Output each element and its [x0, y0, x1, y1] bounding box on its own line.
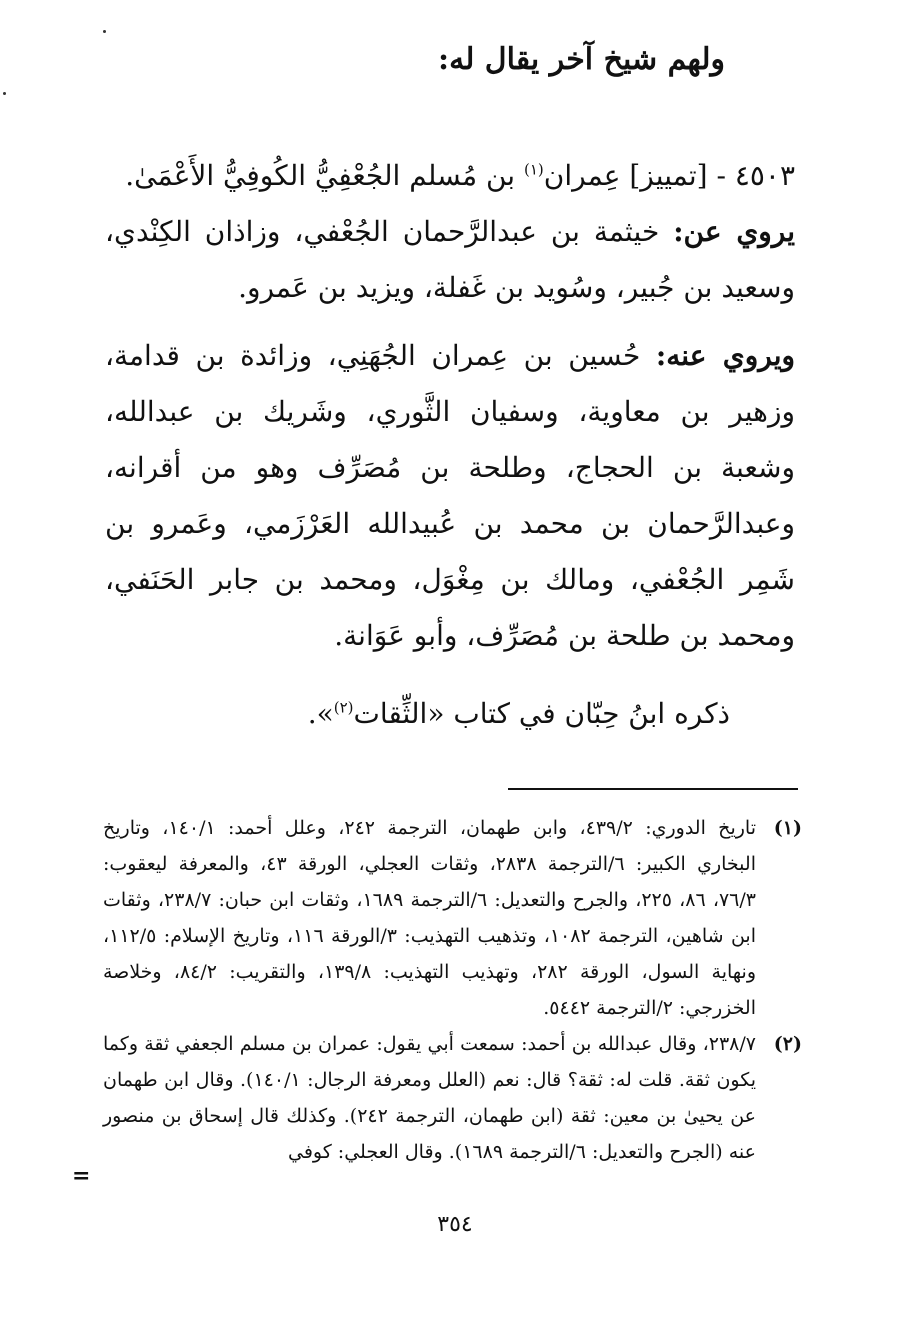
section-heading: ولهم شيخ آخر يقال له:: [438, 42, 725, 77]
footnote-number: (١): [773, 817, 802, 839]
continuation-mark: =: [72, 1163, 91, 1189]
footnotes: [103, 810, 802, 1170]
footnote-number: (٢): [773, 1033, 802, 1055]
ibn-hibban-mention: [308, 697, 730, 730]
narrates-from-paragraph: [105, 204, 795, 316]
footnote-ref-1[interactable]: (١): [524, 160, 544, 179]
page-number: ٣٥٤: [437, 1212, 473, 1237]
entry-name-start: عِمران: [543, 159, 621, 192]
narrated-by-label: ويروي عنه:: [655, 339, 796, 372]
entry-number: ٤٥٠٣: [734, 159, 795, 192]
mention-close: ».: [307, 697, 334, 730]
footnote-text: تاريخ الدوري: ٤٣٩/٢، وابن طهمان، الترجمة ٢٤٢، وعلل أحمد: ١٤٠/١، وتاريخ البخاري الكبير: ٦/الترجمة ٢٨٣٨، وثقات العجلي، الورقة ٤٣، والمعرفة ليعقوب: ٧٦/٣، ٨٦، ٢٢٥، والجرح والتعديل: ٦/الترجمة ١٦٨٩، وثقات ابن حبان: ٢٣٨/٧، وثقات ابن شاهين، الترجمة ١٠٨٢، وتذهيب التهذيب: ٣/الورقة ١١٦، وتاريخ الإسلام: ١١٢/٥، ونهاية السول، الورقة ٢٨٢، وتهذيب التهذيب: ١٣٩/٨، والتقريب: ٨٤/٢، وخلاصة الخزرجي: ٢/الترجمة ٥٤٤٢.: [103, 817, 756, 1019]
speck-mark: [103, 30, 106, 33]
narrates-from-label: يروي عن:: [673, 215, 795, 248]
narrates-from-text: خيثمة بن عبدالرَّحمان الجُعْفي، وزاذان الكِنْدي، وسعيد بن جُبير، وسُويد بن غَفلة، ويزيد بن عَمرو.: [105, 215, 795, 304]
narrated-by-paragraph: [105, 328, 795, 664]
footnote-separator: [508, 788, 798, 790]
entry-name-end: بن مُسلم الجُعْفِيُّ الكُوفِيُّ الأَعْمَىٰ.: [125, 159, 516, 192]
entry-tag: [تمييز]: [629, 159, 708, 192]
narrated-by-text: حُسين بن عِمران الجُهَنِي، وزائدة بن قدامة، وزهير بن معاوية، وسفيان الثَّوري، وشَريك بن عبدالله، وشعبة بن الحجاج، وطلحة بن مُصَرِّف وهو من أقرانه، وعبدالرَّحمان بن محمد بن عُبيدالله العَرْزَمي، وعَمرو بن شَمِر الجُعْفي، ومالك بن مِغْوَل، ومحمد بن جابر الحَنَفي، ومحمد بن طلحة بن مُصَرِّف، وأبو عَوَانة.: [105, 339, 795, 652]
entry-dash: -: [716, 159, 726, 192]
entry-title: [105, 148, 795, 204]
footnote-2: [103, 1026, 802, 1170]
footnote-ref-2[interactable]: (٢): [333, 698, 354, 717]
mention-text: ذكره ابنُ حِبّان في كتاب «الثِّقات: [353, 697, 730, 730]
footnote-1: [103, 810, 802, 1026]
biography-entry: [105, 148, 795, 664]
footnote-text: ٢٣٨/٧، وقال عبدالله بن أحمد: سمعت أبي يقول: عمران بن مسلم الجعفي ثقة وكما يكون ثقة. قلت له: ثقة؟ قال: نعم (العلل ومعرفة الرجال: ١٤٠/١). وقال ابن طهمان عن يحيىٰ بن معين: ثقة (ابن طهمان، الترجمة ٢٤٢). وكذلك قال إسحاق بن منصور عنه (الجرح والتعديل: ٦/الترجمة ١٦٨٩). وقال العجلي: كوفي: [103, 1033, 757, 1163]
speck-mark: [3, 92, 6, 95]
